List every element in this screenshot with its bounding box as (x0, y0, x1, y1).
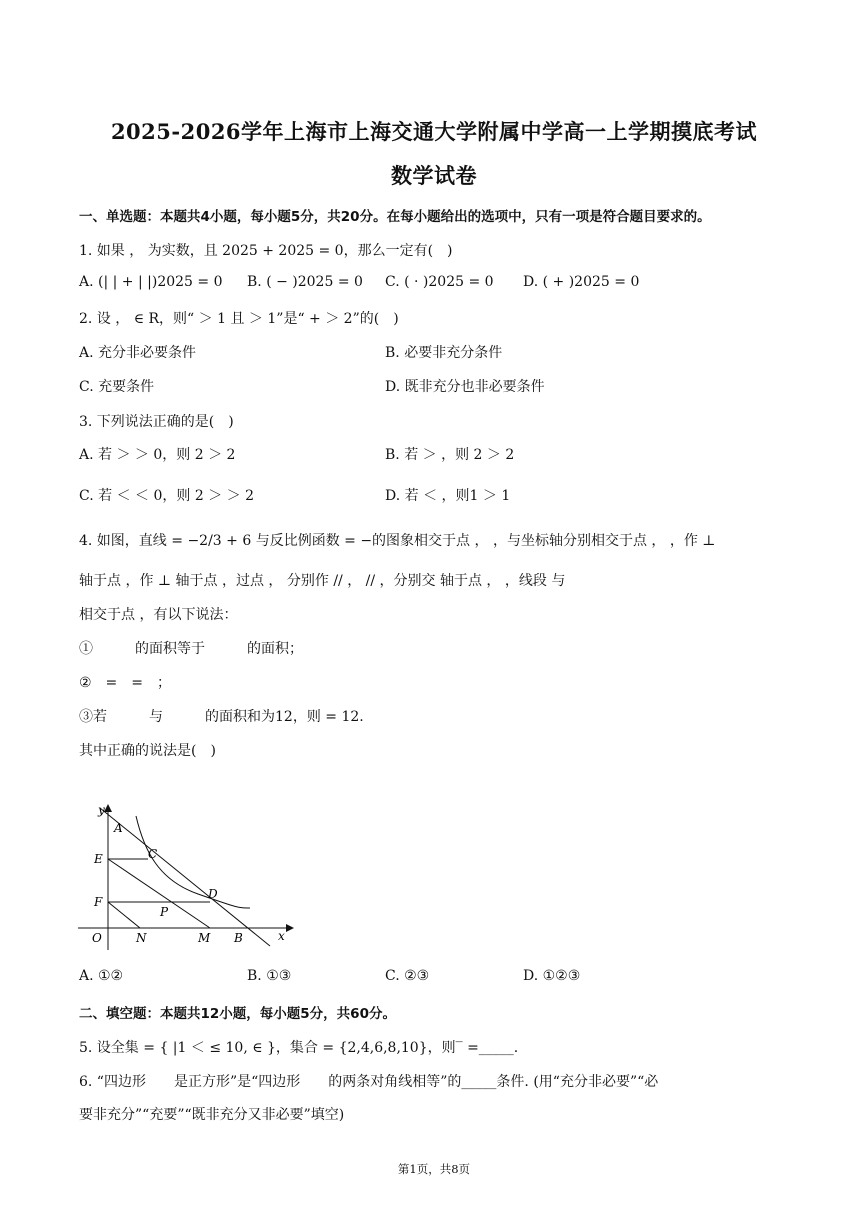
q4-option-a: A. ①② (79, 968, 124, 984)
q1-option-d: D. ( + )2025 = 0 (523, 274, 640, 290)
q1-option-a: A. (| | + | |)2025 = 0 (79, 274, 223, 290)
q2-option-c: C. 充要条件 (79, 379, 155, 395)
q4-stem-line3: 相交于点 ，有以下说法： (79, 607, 238, 623)
q4-stem-line1: 4. 如图，直线 = −2/3 + 6 与反比例函数 = −的图象相交于点 ， ，与坐标轴分别相交于点 ， ，作 ⊥ (79, 533, 716, 549)
q1-stem: 1. 如果 ， 为实数，且 2025 + 2025 = 0，那么一定有( ) (79, 243, 453, 259)
label-y: y (98, 803, 105, 817)
label-M: M (198, 931, 211, 945)
q2-option-d: D. 既非充分也非必要条件 (385, 379, 545, 395)
line-AB (100, 808, 270, 946)
q2-option-b: B. 必要非充分条件 (385, 345, 503, 361)
label-F: F (94, 895, 103, 909)
label-E: E (94, 852, 103, 866)
q3-option-b: B. 若 ＞ ，则 2 ＞ 2 (385, 447, 515, 463)
q1-option-b: B. ( − )2025 = 0 (247, 274, 363, 290)
label-D: D (208, 887, 218, 901)
q2-option-a: A. 充分非必要条件 (79, 345, 197, 361)
hyperbola-curve (136, 816, 250, 908)
q2-stem: 2. 设 ， ∈ R，则“ ＞ 1 且 ＞ 1”是“ + ＞ 2”的( ) (79, 311, 399, 327)
segment-FN (108, 902, 140, 928)
page-footer: 第1页，共8页 (397, 1162, 471, 1176)
q6-stem-line2: 要非充分”“充要”“既非充分又非必要”填空) (79, 1107, 345, 1123)
q4-statement-1: ① 的面积等于 的面积； (79, 641, 303, 657)
label-B: B (234, 931, 243, 945)
label-P: P (160, 905, 169, 919)
section1-heading: 一、单选题：本题共4小题，每小题5分，共20分。在每小题给出的选项中，只有一项是符合题目要求的。 (79, 209, 711, 225)
q3-option-c: C. 若 ＜ ＜ 0，则 2 ＞ ＞ 2 (79, 488, 254, 504)
q6-stem-line1: 6. “四边形 是正方形”是“四边形 的两条对角线相等”的_____条件. (用“充分非必要”“必 (79, 1074, 659, 1090)
section2-heading: 二、填空题：本题共12小题，每小题5分，共60分。 (79, 1006, 396, 1022)
q3-option-d: D. 若 ＜ ，则1 ＞ 1 (385, 488, 511, 504)
exam-title: 2025-2026学年上海市上海交通大学附属中学高一上学期摸底考试 (110, 119, 758, 144)
q5-stem: 5. 设全集 = { |1 ＜ ≤ 10, ∈ }，集合 = {2,4,6,8,10}，则‾ =_____. (79, 1040, 519, 1056)
label-N: N (136, 931, 147, 945)
q1-option-c: C. ( · )2025 = 0 (385, 274, 494, 290)
q4-option-c: C. ②③ (385, 968, 430, 984)
q4-stem-line2: 轴于点 ，作 ⊥ 轴于点 ，过点 ， 分别作 // ， // ，分别交 轴于点 ， ，线段 与 (79, 573, 566, 589)
y-axis-arrow (104, 804, 112, 812)
label-O: O (92, 931, 102, 945)
q3-stem: 3. 下列说法正确的是( ) (79, 414, 234, 430)
label-C: C (148, 847, 158, 861)
q4-statement-2: ② = = ； (79, 675, 172, 691)
segment-EM (108, 859, 210, 928)
q4-figure (78, 800, 298, 960)
exam-subtitle: 数学试卷 (391, 163, 477, 188)
q3-option-a: A. 若 ＞ ＞ 0，则 2 ＞ 2 (79, 447, 236, 463)
q4-statement-3: ③若 与 的面积和为12，则 = 12. (79, 709, 364, 725)
label-A: A (114, 821, 123, 835)
q4-option-b: B. ①③ (247, 968, 292, 984)
x-axis-arrow (286, 924, 294, 932)
q4-option-d: D. ①②③ (523, 968, 581, 984)
q4-question: 其中正确的说法是( ) (79, 743, 216, 759)
label-x: x (278, 929, 285, 943)
